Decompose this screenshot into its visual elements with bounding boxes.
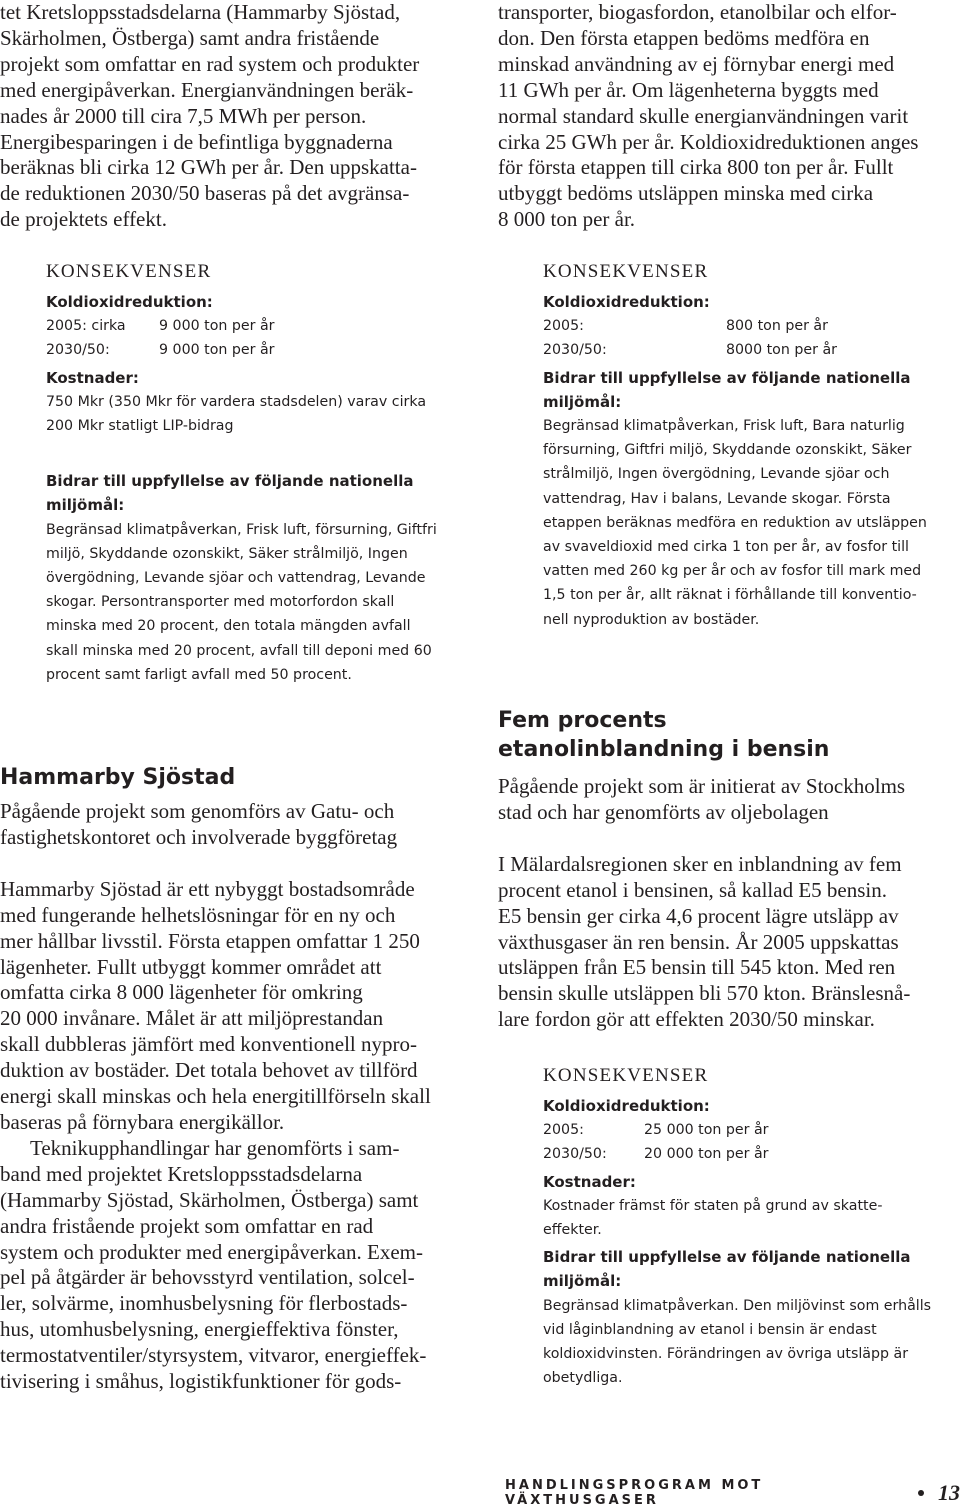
cost-text bbox=[543, 1194, 960, 1242]
text-line: obetydliga. bbox=[543, 1370, 623, 1387]
text-line: övergödning, Levande sjöar och vattendrag, Levande bbox=[46, 570, 426, 587]
footer-title: HANDLINGSPROGRAM MOT VÄXTHUSGASER bbox=[505, 1478, 764, 1508]
text-line: ler, solvärme, inomhusbelysning för flerbostads- bbox=[0, 1291, 408, 1316]
text-line: procent etanol i bensinen, så kallad E5 bensin. bbox=[498, 877, 887, 902]
right-intro bbox=[498, 0, 960, 233]
co2-label: Koldioxidreduktion: bbox=[46, 293, 213, 311]
text-line: effekter. bbox=[543, 1222, 602, 1239]
text-line: etanolinblandning i bensin bbox=[498, 737, 830, 762]
row-key: 2005: cirka bbox=[46, 318, 126, 335]
consequences-box-kretslopp bbox=[28, 259, 498, 687]
row-value: 9 000 ton per år bbox=[159, 318, 275, 335]
text-line: försurning, Giftfri miljö, Skyddande ozonskikt, Säker bbox=[543, 442, 912, 459]
cost-text bbox=[46, 390, 498, 438]
text-line: Kostnader främst för staten på grund av skatte- bbox=[543, 1197, 883, 1214]
row-value: 25 000 ton per år bbox=[644, 1122, 769, 1139]
paragraph bbox=[0, 877, 462, 1136]
text-line: de projektets effekt. bbox=[0, 207, 167, 232]
text-line: strålmiljö, Ingen övergödning, Levande sjöar och bbox=[543, 466, 890, 483]
goals-label bbox=[543, 366, 960, 414]
text-line: etappen beräknas medföra en reduktion av utsläppen bbox=[543, 514, 927, 531]
section-heading bbox=[498, 706, 960, 764]
text-line: nades år 2000 till cira 7,5 MWh per person. bbox=[0, 103, 367, 128]
text-line: utbyggt bedöms utsläppen minska med cirka bbox=[498, 181, 874, 206]
section-heading: Hammarby Sjöstad bbox=[0, 765, 236, 790]
goals-label bbox=[543, 1245, 960, 1293]
text-line: mer hållbar livsstil. Första etappen omfattar 1 250 bbox=[0, 928, 420, 953]
text-line: projekt som omfattar en rad system och produkter bbox=[0, 51, 420, 76]
co2-label: Koldioxidreduktion: bbox=[543, 1097, 710, 1115]
text-line: (Hammarby Sjöstad, Skärholmen, Östberga) samt bbox=[0, 1187, 419, 1212]
text-line: 8 000 ton per år. bbox=[498, 207, 636, 232]
bullet-icon bbox=[918, 1490, 924, 1496]
text-line: baseras på förnybara energikällor. bbox=[0, 1109, 285, 1134]
goals-text bbox=[543, 414, 960, 632]
co2-row-2030 bbox=[543, 338, 960, 362]
text-line: vatten med 260 kg per år och av fosfor till mark med bbox=[543, 563, 922, 580]
row-value: 9 000 ton per år bbox=[159, 342, 275, 359]
co2-row-2030 bbox=[46, 338, 498, 362]
right-intro-lines bbox=[498, 0, 960, 233]
text-line: 1,5 ton per år, allt räknat i förhållande till konventio- bbox=[543, 587, 917, 604]
text-line: lare fordon gör att effekten 2030/50 minskar. bbox=[498, 1007, 875, 1032]
text-line: utsläppen från E5 bensin till 545 kton. Med ren bbox=[498, 955, 896, 980]
text-line: Bidrar till uppfyllelse av följande nationella bbox=[46, 472, 414, 491]
co2-row-2030 bbox=[543, 1142, 960, 1166]
text-line: skogar. Persontransporter med motorfordon skall bbox=[46, 594, 395, 611]
text-line: Bidrar till uppfyllelse av följande nationella bbox=[543, 1248, 911, 1267]
text-line: Begränsad klimatpåverkan. Den miljövinst som erhålls bbox=[543, 1297, 932, 1314]
goals-label bbox=[46, 469, 498, 517]
row-key: 2030/50: bbox=[46, 342, 110, 359]
row-key: 2005: bbox=[543, 318, 584, 335]
text-line: miljömål: bbox=[46, 496, 125, 515]
text-line: de reduktionen 2030/50 baseras på det avgränsa- bbox=[0, 181, 410, 206]
text-line: bensin skulle utsläppen bli 570 kton. Bränslesnå- bbox=[498, 981, 911, 1006]
co2-row-2005 bbox=[543, 1118, 960, 1142]
text-line: termostatventiler/styrsystem, vitvaror, energieffek- bbox=[0, 1343, 427, 1368]
text-line: minskad användning av ej förnybar energi med bbox=[498, 51, 895, 76]
text-line: Fem procents bbox=[498, 708, 667, 733]
text-line: fastighetskontoret och involverade byggföretag bbox=[0, 824, 398, 849]
text-line: normal standard skulle energianvändningen varit bbox=[498, 103, 909, 128]
row-key: 2005: bbox=[543, 1122, 584, 1139]
cost-label: Kostnader: bbox=[46, 368, 139, 387]
text-line: miljömål: bbox=[543, 392, 622, 411]
text-line: vid låginblandning av etanol i bensin är endast bbox=[543, 1321, 877, 1338]
text-line: minska med 20 procent, den totala mängden avfall bbox=[46, 618, 411, 635]
text-line: för första etappen till cirka 800 ton per år. Fullt bbox=[498, 155, 894, 180]
text-line: stad och har genomförts av oljebolagen bbox=[498, 799, 829, 824]
text-line: tivisering i småhus, logistikfunktioner för gods- bbox=[0, 1369, 402, 1394]
row-key: 2030/50: bbox=[543, 342, 607, 359]
text-line: skall dubbleras jämfört med konventionell nypro- bbox=[0, 1032, 417, 1057]
text-line: växthusgaser än ren bensin. År 2005 uppskattas bbox=[498, 929, 899, 954]
text-line: lägenheter. Fullt utbyggt kommer området att bbox=[0, 954, 382, 979]
etanol-section bbox=[498, 706, 960, 1033]
goals-text bbox=[46, 518, 498, 687]
text-line: beräknas bli cirka 12 GWh per år. Den uppskatta- bbox=[0, 155, 417, 180]
text-line: system och produkter med energipåverkan. Exem- bbox=[0, 1239, 423, 1264]
text-line: vattendrag, Hav i balans, Levande skogar. Första bbox=[543, 490, 891, 507]
text-line: med fungerande helhetslösningar för en ny och bbox=[0, 902, 396, 927]
text-line: miljö, Skyddande ozonskikt, Säker strålmiljö, Ingen bbox=[46, 545, 408, 562]
hammarby-section bbox=[0, 763, 462, 1395]
consequences-box-hammarby bbox=[543, 259, 960, 632]
text-line: miljömål: bbox=[543, 1272, 622, 1291]
text-line: Hammarby Sjöstad är ett nybyggt bostadsområde bbox=[0, 876, 415, 901]
paragraph bbox=[498, 852, 960, 1033]
text-line: 200 Mkr statligt LIP-bidrag bbox=[46, 418, 234, 435]
text-line: transporter, biogasfordon, etanolbilar och elfor- bbox=[498, 0, 897, 24]
text-line: Skärholmen, Östberga) samt andra fristående bbox=[0, 25, 380, 50]
cost-label: Kostnader: bbox=[543, 1172, 636, 1191]
row-value: 8000 ton per år bbox=[726, 342, 837, 359]
text-line: Begränsad klimatpåverkan, Frisk luft, försurning, Giftfri bbox=[46, 521, 437, 538]
text-line: don. Den första etappen bedöms medföra en bbox=[498, 25, 870, 50]
left-intro-lines bbox=[0, 0, 462, 233]
text-line: 20 000 invånare. Målet är att miljöprestandan bbox=[0, 1006, 384, 1031]
page-footer bbox=[505, 1478, 960, 1508]
box-title: KONSEKVENSER bbox=[543, 1065, 709, 1086]
section-subtitle bbox=[498, 774, 960, 826]
text-line: nell nyproduktion av bostäder. bbox=[543, 611, 760, 628]
text-line: Teknikupphandlingar har genomförts i sam- bbox=[30, 1135, 400, 1160]
goals-text bbox=[543, 1294, 960, 1391]
row-value: 800 ton per år bbox=[726, 318, 828, 335]
text-line: tet Kretsloppsstadsdelarna (Hammarby Sjöstad, bbox=[0, 0, 401, 24]
text-line: Pågående projekt som är initierat av Stockholms bbox=[498, 774, 906, 798]
text-line: med energipåverkan. Energianvändningen beräk- bbox=[0, 77, 414, 102]
row-key: 2030/50: bbox=[543, 1146, 607, 1163]
text-line: E5 bensin ger cirka 4,6 procent lägre utsläpp av bbox=[498, 903, 899, 928]
text-line: band med projektet Kretsloppsstadsdelarna bbox=[0, 1161, 363, 1186]
paragraph bbox=[0, 1136, 462, 1395]
text-line: hus, utomhusbelysning, energieffektiva fönster, bbox=[0, 1317, 399, 1342]
row-value: 20 000 ton per år bbox=[644, 1146, 769, 1163]
text-line: koldioxidvinsten. Förändringen av övriga utsläpp är bbox=[543, 1346, 909, 1363]
text-line: av svaveldioxid med cirka 1 ton per år, av fosfor till bbox=[543, 539, 909, 556]
consequences-box-etanol bbox=[543, 1063, 960, 1390]
box-title: KONSEKVENSER bbox=[543, 261, 709, 282]
co2-row-2005 bbox=[46, 314, 498, 338]
text-line: andra fristående projekt som omfattar en rad bbox=[0, 1213, 374, 1238]
text-line: Begränsad klimatpåverkan, Frisk luft, Bara naturlig bbox=[543, 418, 905, 435]
co2-row-2005 bbox=[543, 314, 960, 338]
text-line: omfatta cirka 8 000 lägenheter för omkring bbox=[0, 980, 363, 1005]
text-line: Pågående projekt som genomförs av Gatu- och bbox=[0, 799, 395, 823]
text-line: pel på åtgärder är behovsstyrd ventilation, solcel- bbox=[0, 1265, 415, 1290]
text-line: procent samt farligt avfall med 50 procent. bbox=[46, 666, 352, 683]
page-number: 13 bbox=[938, 1480, 960, 1505]
box-title: KONSEKVENSER bbox=[46, 261, 212, 282]
text-line: cirka 25 GWh per år. Koldioxidreduktionen anges bbox=[498, 129, 919, 154]
text-line: energi skall minskas och hela energitillförseln skall bbox=[0, 1084, 431, 1109]
text-line: Bidrar till uppfyllelse av följande nationella bbox=[543, 368, 911, 387]
section-subtitle bbox=[0, 799, 462, 851]
co2-label: Koldioxidreduktion: bbox=[543, 293, 710, 311]
text-line: 11 GWh per år. Om lägenheterna byggts med bbox=[498, 77, 879, 102]
text-line: skall minska med 20 procent, avfall till deponi med 60 bbox=[46, 642, 432, 659]
text-line: I Mälardalsregionen sker en inblandning av fem bbox=[498, 851, 902, 876]
text-line: 750 Mkr (350 Mkr för vardera stadsdelen) varav cirka bbox=[46, 393, 427, 410]
text-line: duktion av bostäder. Det totala behovet av tillförd bbox=[0, 1058, 418, 1083]
text-line: Energibesparingen i de befintliga byggnaderna bbox=[0, 129, 393, 154]
left-intro bbox=[0, 0, 462, 233]
